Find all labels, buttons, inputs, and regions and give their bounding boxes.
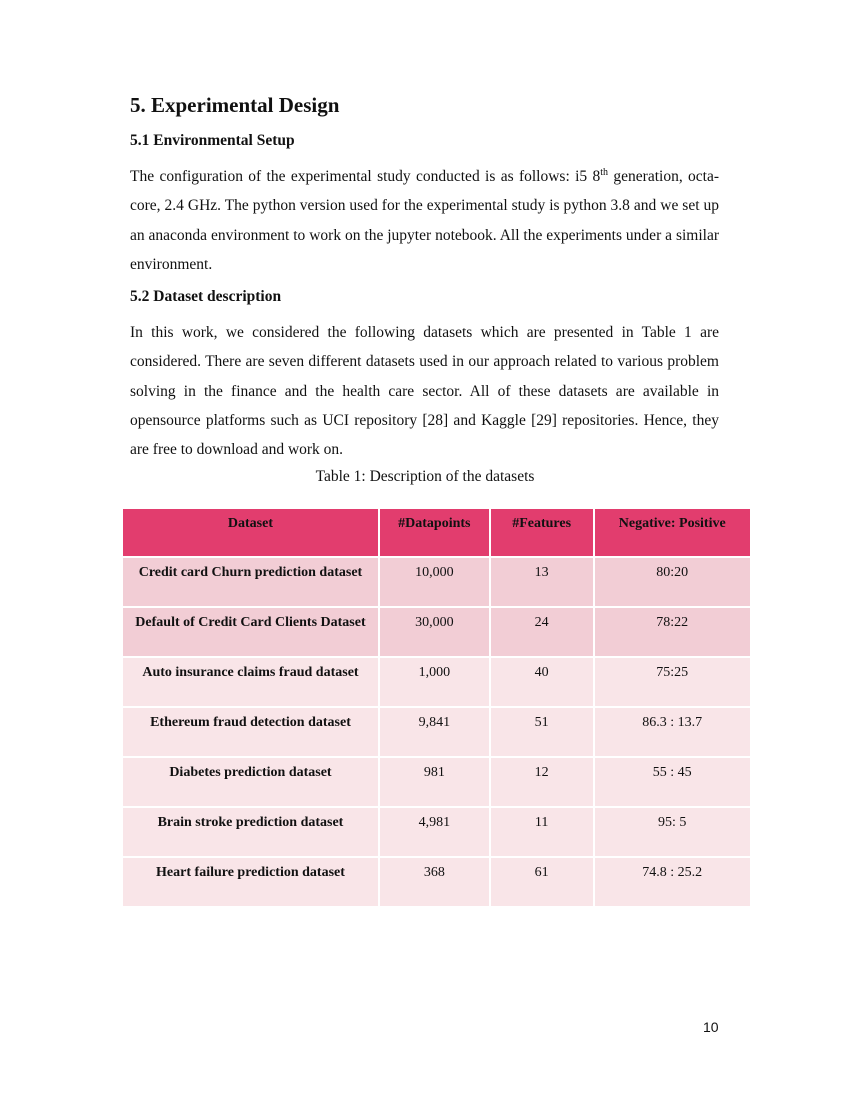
superscript: th [600, 166, 609, 178]
table-cell: 40 [490, 657, 594, 707]
dataset-name-cell: Diabetes prediction dataset [122, 757, 379, 807]
subsection-title-setup: 5.1 Environmental Setup [130, 132, 295, 149]
table-row [122, 757, 751, 807]
table-cell: 75:25 [594, 657, 752, 707]
dataset-name-cell: Default of Credit Card Clients Dataset [122, 607, 379, 657]
column-header: #Datapoints [379, 508, 490, 557]
table-cell: 30,000 [379, 607, 490, 657]
table-row [122, 857, 751, 907]
table-cell: 51 [490, 707, 594, 757]
table-cell: 981 [379, 757, 490, 807]
subsection-title-dataset: 5.2 Dataset description [130, 288, 282, 305]
section-title: 5. Experimental Design [130, 93, 340, 117]
table-row [122, 557, 751, 607]
table-cell: 78:22 [594, 607, 752, 657]
dataset-name-cell: Ethereum fraud detection dataset [122, 707, 379, 757]
table-cell: 61 [490, 857, 594, 907]
table-row [122, 607, 751, 657]
table-cell: 74.8 : 25.2 [594, 857, 752, 907]
dataset-paragraph: In this work, we considered the following datasets which are presented in Table 1 are considered. There are seven different datasets used in our approach related to various problem solving in the finance and the health care sector. All of these datasets are available in opensource platforms such as UCI repository [28] and Kaggle [29] repositories. Hence, they are free to download and work on. [130, 324, 719, 459]
column-header: Dataset [122, 508, 379, 557]
table-cell: 86.3 : 13.7 [594, 707, 752, 757]
dataset-name-cell: Brain stroke prediction dataset [122, 807, 379, 857]
column-header: #Features [490, 508, 594, 557]
table-cell: 12 [490, 757, 594, 807]
dataset-name-cell: Auto insurance claims fraud dataset [122, 657, 379, 707]
setup-paragraph [130, 162, 719, 279]
table-cell: 55 : 45 [594, 757, 752, 807]
table-cell: 368 [379, 857, 490, 907]
table-header-row [122, 508, 751, 557]
table-cell: 9,841 [379, 707, 490, 757]
table-cell: 1,000 [379, 657, 490, 707]
dataset-name-cell: Heart failure prediction dataset [122, 857, 379, 907]
table-cell: 10,000 [379, 557, 490, 607]
table-row [122, 807, 751, 857]
table-cell: 11 [490, 807, 594, 857]
table-caption: Table 1: Description of the datasets [315, 468, 535, 485]
table-cell: 80:20 [594, 557, 752, 607]
table-cell: 24 [490, 607, 594, 657]
table-cell: 95: 5 [594, 807, 752, 857]
datasets-table [121, 507, 752, 908]
table-row [122, 707, 751, 757]
para-text: The configuration of the experimental study conducted is as follows: i5 8 [130, 168, 601, 185]
page-number: 10 [703, 1019, 719, 1035]
column-header: Negative: Positive [594, 508, 752, 557]
para-text: generation, octa-core, 2.4 GHz. The python version used for the experimental study is python 3.8 and we set up an anaconda environment to work on the jupyter notebook. All the experiments under a similar environment. [130, 168, 720, 273]
table-row [122, 657, 751, 707]
table-cell: 4,981 [379, 807, 490, 857]
table-cell: 13 [490, 557, 594, 607]
dataset-name-cell: Credit card Churn prediction dataset [122, 557, 379, 607]
